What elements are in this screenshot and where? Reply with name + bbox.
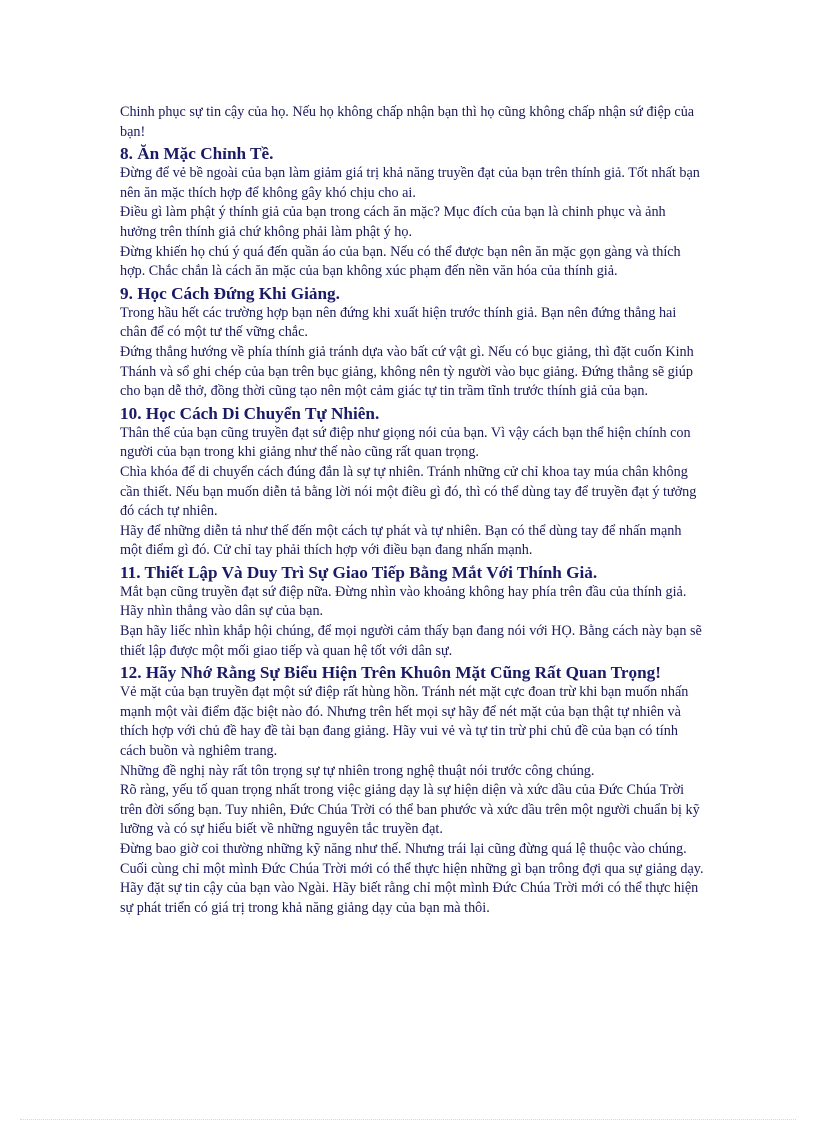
section-heading-12: 12. Hãy Nhớ Rằng Sự Biểu Hiện Trên Khuôn Mặt Cũng Rất Quan Trọng!	[120, 663, 661, 683]
section-10-paragraph-2: Chìa khóa để di chuyển cách đúng đắn là sự tự nhiên. Tránh những cử chỉ khoa tay múa chân không cần thiết. Nếu bạn muốn diễn tả bằng lời nói một điều gì đó, thì có thể dùng tay để truyền đạt ý tưởng đó cách tự nhiên.	[120, 463, 697, 520]
section-heading-10: 10. Học Cách Di Chuyển Tự Nhiên.	[120, 403, 380, 423]
section-12-paragraph-1: Vẻ mặt của bạn truyền đạt một sứ điệp rất hùng hồn. Tránh nét mặt cực đoan trừ khi bạn muốn nhấn mạnh một vài điểm đặc biệt nào đó. Nhưng trên hết mọi sự hãy để nét mặt của bạn thật tự nhiên và thích hợp với chủ đề hay đề tài bạn đang giảng. Hãy vui vẻ và tự tin trừ phi chủ đề của bạn có tính cách buồn và nghiêm trang.	[120, 684, 689, 760]
section-9-paragraph-2: Đứng thẳng hướng về phía thính giả tránh dựa vào bất cứ vật gì. Nếu có bục giảng, thì đặt cuốn Kinh Thánh và sổ ghi chép của bạn trên bục giảng, không nên tỳ người vào bục giảng. Đứng thẳng sẽ giúp cho bạn dễ thở, đồng thời cũng tạo nên một cảm giác tự tin trầm tĩnh trước thính giả của bạn.	[120, 343, 694, 400]
section-12-paragraph-2: Những đề nghị này rất tôn trọng sự tự nhiên trong nghệ thuật nói trước công chúng.	[120, 762, 595, 779]
intro-paragraph: Chinh phục sự tin cậy của họ. Nếu họ không chấp nhận bạn thì họ cũng không chấp nhận sứ điệp của bạn!	[120, 104, 695, 140]
section-10-paragraph-1: Thân thể của bạn cũng truyền đạt sứ điệp như giọng nói của bạn. Vì vậy cách bạn thể hiện chính con người của bạn trong khi giảng như thế nào cũng rất quan trọng.	[120, 424, 691, 461]
section-9-paragraph-1: Trong hầu hết các trường hợp bạn nên đứng khi xuất hiện trước thính giả. Bạn nên đứng thẳng hai chân để có một tư thế vững chắc.	[120, 304, 677, 341]
section-11-paragraph-1: Mắt bạn cũng truyền đạt sứ điệp nữa. Đừng nhìn vào khoảng không hay phía trên đầu của thính giả. Hãy nhìn thẳng vào dân sự của bạn.	[120, 583, 687, 620]
section-10-paragraph-3: Hãy để những diễn tả như thế đến một cách tự phát và tự nhiên. Bạn có thể dùng tay để nhấn mạnh một điểm gì đó. Cử chỉ tay phải thích hợp với điều bạn đang nhấn mạnh.	[120, 522, 682, 559]
section-12-paragraph-3: Rõ ràng, yếu tố quan trọng nhất trong việc giảng dạy là sự hiện diện và xức dầu của Đức Chúa Trời trên đời sống bạn. Tuy nhiên, Đức Chúa Trời có thể ban phước và xức dầu trên một người chuẩn bị kỹ lưỡng và có sự hiểu biết về những nguyên tắc truyền đạt.	[120, 782, 700, 838]
section-12-paragraph-4: Đừng bao giờ coi thường những kỹ năng như thế. Nhưng trái lại cũng đừng quá lệ thuộc vào chúng.	[120, 841, 687, 857]
section-11-paragraph-2: Bạn hãy liếc nhìn khắp hội chúng, để mọi người cảm thấy bạn đang nói với HỌ. Bằng cách này bạn sẽ thiết lập được một mối giao tiếp và quan hệ tốt với dân sự.	[120, 623, 702, 659]
section-8-paragraph-2: Điều gì làm phật ý thính giả của bạn trong cách ăn mặc? Mục đích của bạn là chinh phục và ảnh hưởng trên thính giả chứ không phải làm phật ý họ.	[120, 204, 666, 240]
section-heading-8: 8. Ăn Mặc Chỉnh Tề.	[120, 144, 274, 164]
document-body	[120, 103, 705, 918]
section-heading-11: 11. Thiết Lập Và Duy Trì Sự Giao Tiếp Bằng Mắt Với Thính Giả.	[120, 562, 598, 582]
page-bottom-divider	[20, 1119, 796, 1120]
section-12-paragraph-5: Cuối cùng chỉ một mình Đức Chúa Trời mới có thể thực hiện những gì bạn trông đợi qua sự giảng dạy.	[120, 860, 704, 877]
section-heading-9: 9. Học Cách Đứng Khi Giảng.	[120, 283, 340, 303]
section-12-paragraph-6: Hãy đặt sự tin cậy của bạn vào Ngài. Hãy biết rằng chỉ một mình Đức Chúa Trời mới có thể thực hiện sự phát triển có giá trị trong khả năng giảng dạy của bạn mà thôi.	[120, 880, 699, 916]
section-8-paragraph-1: Đừng để vẻ bề ngoài của bạn làm giảm giá trị khả năng truyền đạt của bạn trên thính giả. Tốt nhất bạn nên ăn mặc thích hợp để không gây khó chịu cho ai.	[120, 165, 700, 201]
section-8-paragraph-3: Đừng khiến họ chú ý quá đến quần áo của bạn. Nếu có thể được bạn nên ăn mặc gọn gàng và thích hợp. Chắc chắn là cách ăn mặc của bạn không xúc phạm đến nền văn hóa của thính giả.	[120, 243, 681, 280]
